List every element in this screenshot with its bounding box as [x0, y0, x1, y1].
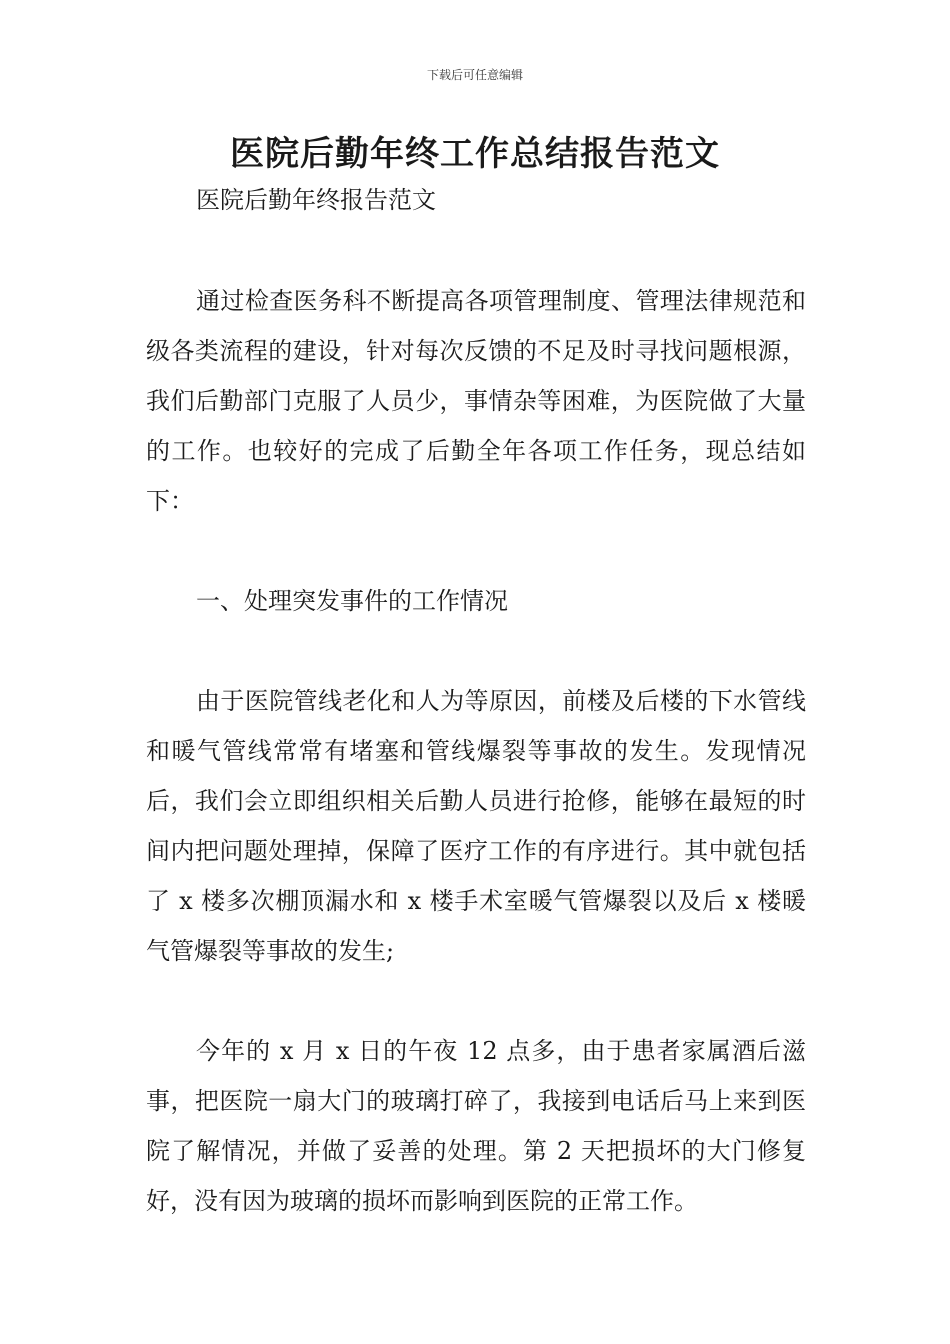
section-paragraph: 由于医院管线老化和人为等原因，前楼及后楼的下水管线和暖气管线常常有堵塞和管线爆裂等事故的发生。发现情况后，我们会立即组织相关后勤人员进行抢修，能够在最短的时间内把问题处理掉，保障了医疗工作的有序进行。其中就包括了 x 楼多次棚顶漏水和 x 楼手术室暖气管爆裂以及后 x 楼暖气管爆裂等事故的发生;	[146, 687, 806, 965]
section-heading: 一、处理突发事件的工作情况	[196, 587, 508, 615]
document-title: 医院后勤年终工作总结报告范文	[230, 134, 720, 174]
document-subtitle: 医院后勤年终报告范文	[196, 186, 436, 214]
intro-paragraph: 通过检查医务科不断提高各项管理制度、管理法律规范和级各类流程的建设，针对每次反馈的不足及时寻找问题根源，我们后勤部门克服了人员少，事情杂等困难，为医院做了大量的工作。也较好的完成了后勤全年各项工作任务，现总结如下：	[146, 287, 806, 515]
header-note: 下载后可任意编辑	[426, 68, 523, 82]
section-paragraph: 今年的 x 月 x 日的午夜 12 点多，由于患者家属酒后滋事，把医院一扇大门的玻璃打碎了，我接到电话后马上来到医院了解情况，并做了妥善的处理。第 2 天把损坏的大门修复好，没有因为玻璃的损坏而影响到医院的正常工作。	[146, 1037, 806, 1215]
